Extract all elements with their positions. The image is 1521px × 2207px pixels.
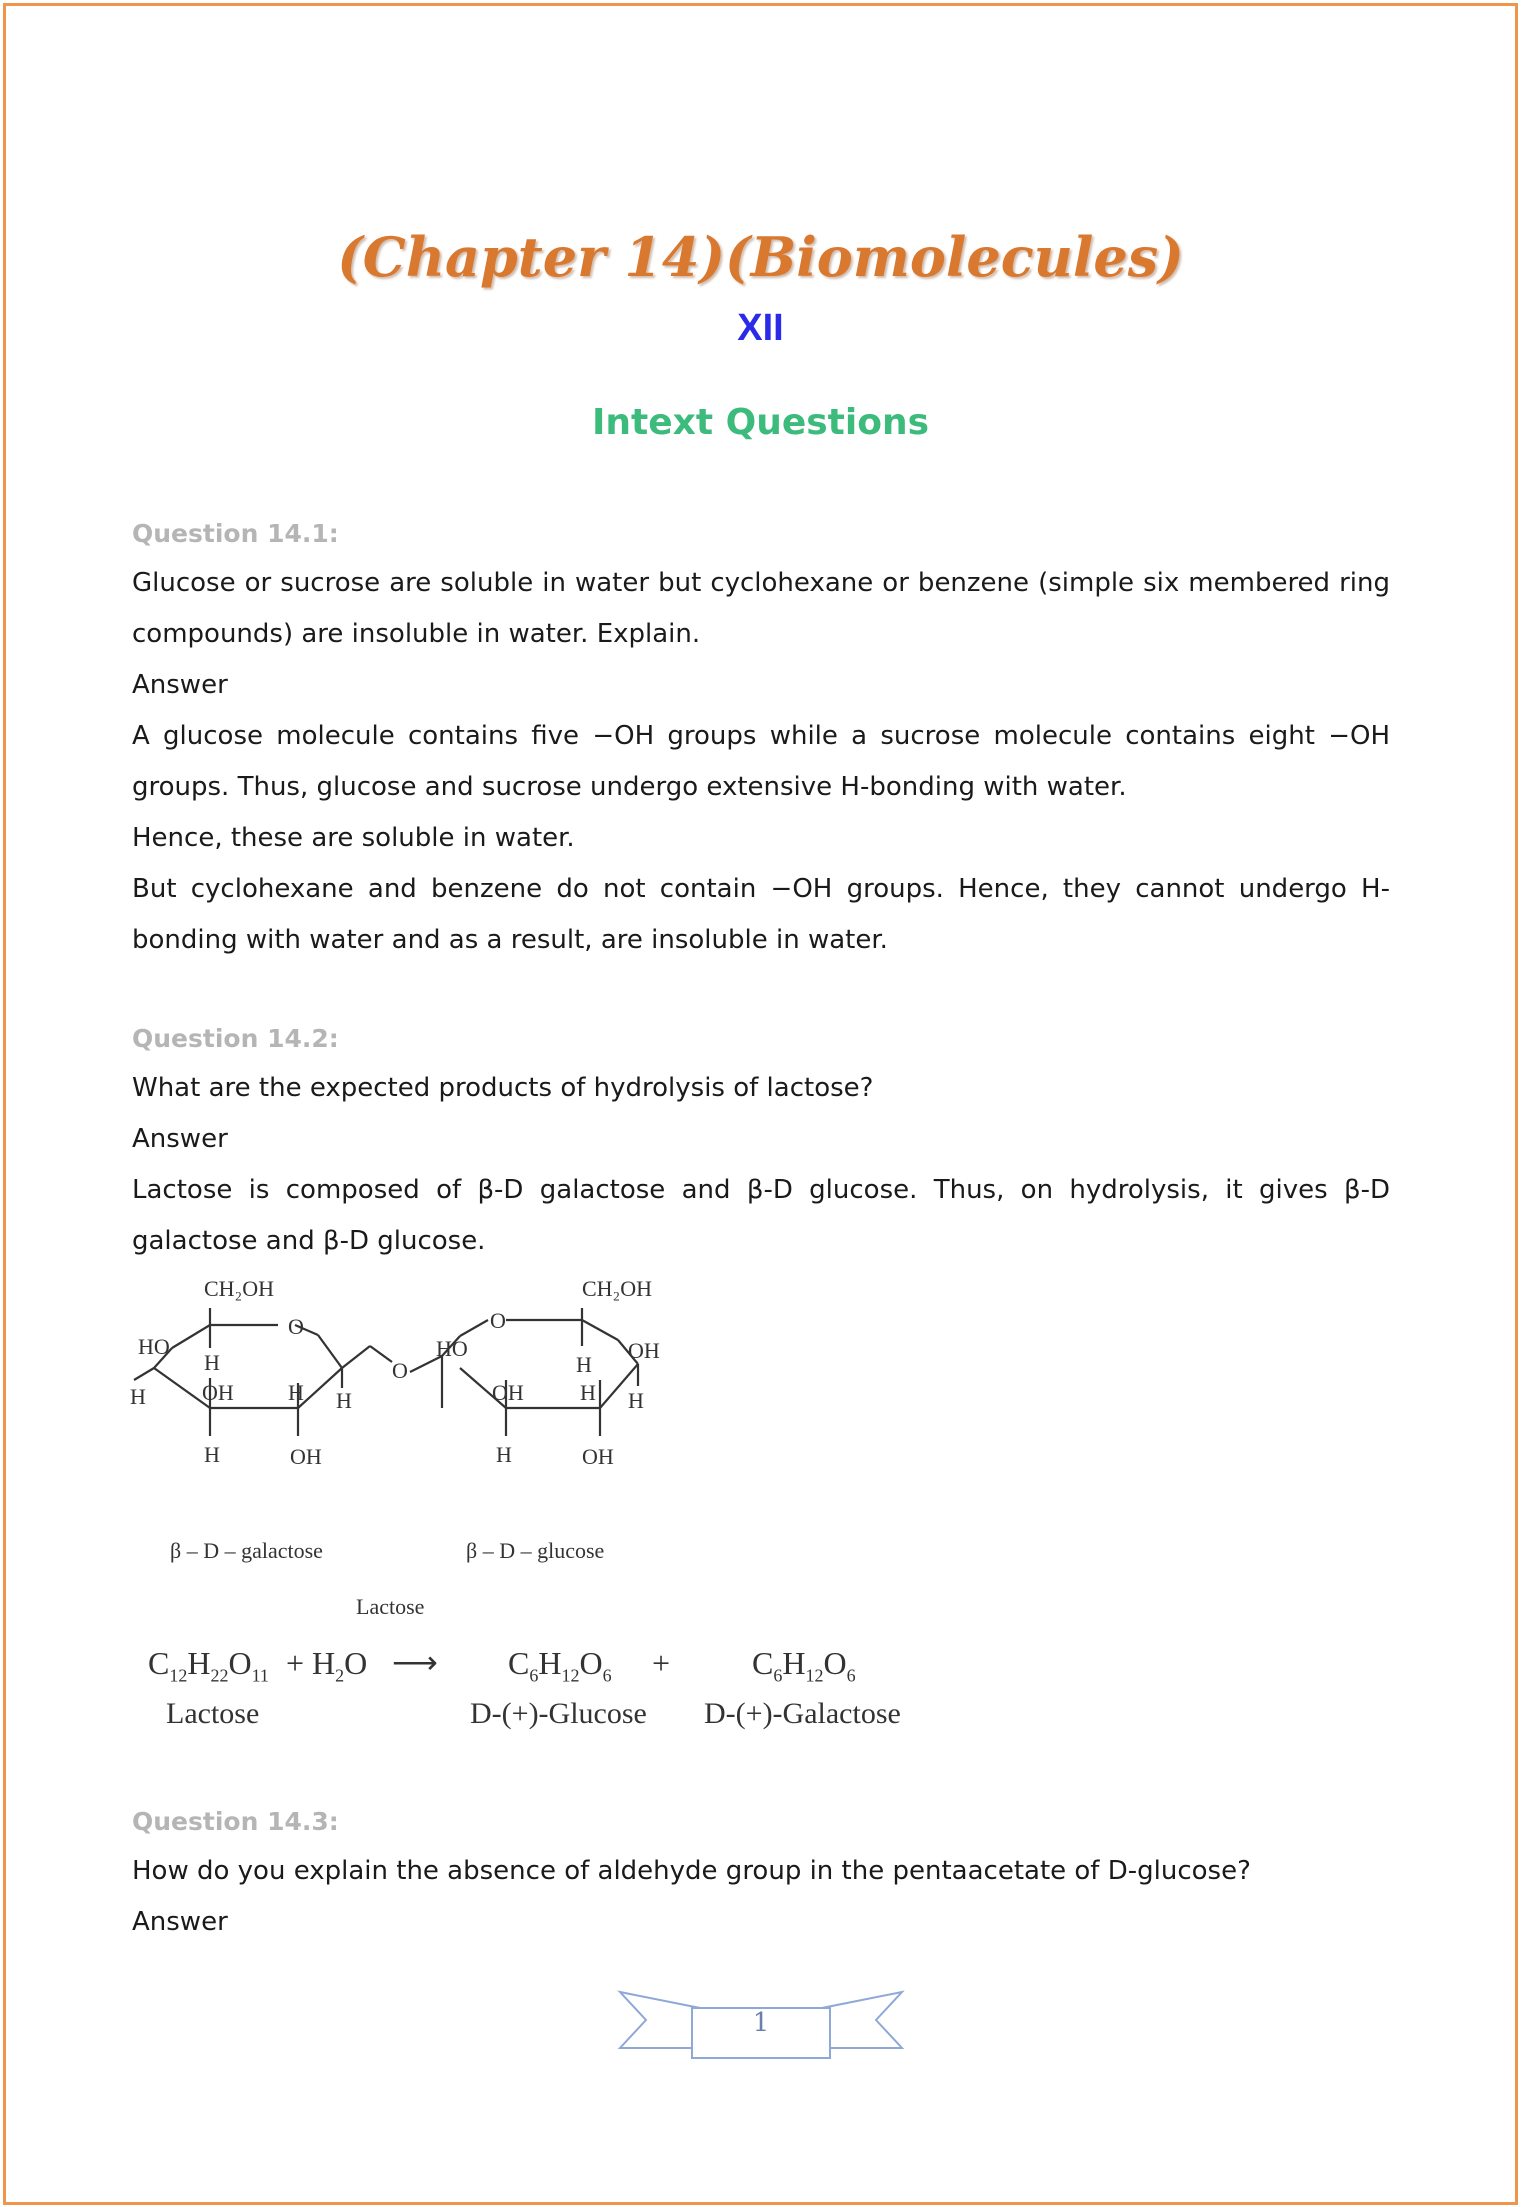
answer-label: Answer (132, 1124, 228, 1154)
answer-text: Lactose is composed of β-D galactose and β-D glucose. Thus, on hydrolysis, it gives β-D galactose and β-D glucose. (132, 1175, 1390, 1256)
reaction-arrow: ⟶ (392, 1644, 438, 1680)
water-term: + $H_2O$ (286, 1645, 368, 1686)
lactose-structure-diagram (130, 1268, 690, 1638)
atom-label: O (490, 1308, 506, 1333)
answer-label: Answer (132, 670, 228, 700)
atom-label: OH (628, 1338, 660, 1363)
answer-text: But cyclohexane and benzene do not contain −OH groups. Hence, they cannot undergo H-bonding with water and as a result, are insoluble in water. (132, 874, 1390, 955)
atom-label: H (628, 1388, 644, 1413)
atom-label: O (392, 1358, 408, 1383)
question-label: Question 14.2: (132, 1024, 339, 1053)
atom-label: O (288, 1314, 304, 1339)
atom-label: H (496, 1442, 512, 1467)
chapter-title: (Chapter 14)(Biomolecules) (337, 225, 1184, 289)
question-text: Glucose or sucrose are soluble in water but cyclohexane or benzene (simple six membered ring compounds) are insoluble in water. Explain. (132, 568, 1390, 649)
atom-label: OH (202, 1380, 234, 1405)
atom-label: OH (290, 1444, 322, 1469)
atom-label: H (204, 1442, 220, 1467)
atom-label: OH (492, 1380, 524, 1405)
atom-label: H (576, 1352, 592, 1377)
atom-label: H (288, 1380, 304, 1405)
question-label: Question 14.3: (132, 1807, 339, 1836)
question-text: What are the expected products of hydrolysis of lactose? (132, 1073, 874, 1103)
question-label: Question 14.1: (132, 519, 339, 548)
atom-label: HO (138, 1334, 170, 1359)
atom-label: H (580, 1380, 596, 1405)
figure-caption: β – D – glucose (466, 1538, 605, 1563)
atom-label: CH₂OH (582, 1276, 653, 1301)
atom-label: CH₂OH (204, 1276, 275, 1301)
figure-caption: Lactose (356, 1594, 425, 1619)
page-number: 1 (752, 2008, 770, 2038)
hydrolysis-equation (140, 1645, 940, 1745)
grade-label: XII (737, 307, 784, 349)
atom-label: OH (582, 1444, 614, 1469)
section-heading: Intext Questions (591, 402, 930, 443)
product-formula: $C_6H_{12}O_6$ (752, 1645, 856, 1686)
product-name: D-(+)-Galactose (704, 1697, 901, 1730)
atom-label: HO (436, 1336, 468, 1361)
plus-sign: + (652, 1645, 671, 1681)
product-name: D-(+)-Glucose (470, 1697, 647, 1730)
atom-label: H (130, 1384, 146, 1409)
atom-label: H (204, 1350, 220, 1375)
reactant-name: Lactose (166, 1697, 260, 1730)
figure-caption: β – D – galactose (170, 1538, 323, 1563)
answer-text: Hence, these are soluble in water. (132, 823, 575, 853)
answer-text: A glucose molecule contains five −OH groups while a sucrose molecule contains eight −OH groups. Thus, glucose and sucrose undergo extensive H-bonding with water. (132, 721, 1390, 802)
product-formula: $C_6H_{12}O_6$ (508, 1645, 612, 1686)
answer-label: Answer (132, 1907, 228, 1937)
atom-label: H (336, 1388, 352, 1413)
reactant-formula: $C_{12}H_{22}O_{11}$ (148, 1645, 269, 1686)
page-number-ribbon (616, 1988, 906, 2068)
question-text: How do you explain the absence of aldehyde group in the pentaacetate of D-glucose? (132, 1856, 1251, 1886)
